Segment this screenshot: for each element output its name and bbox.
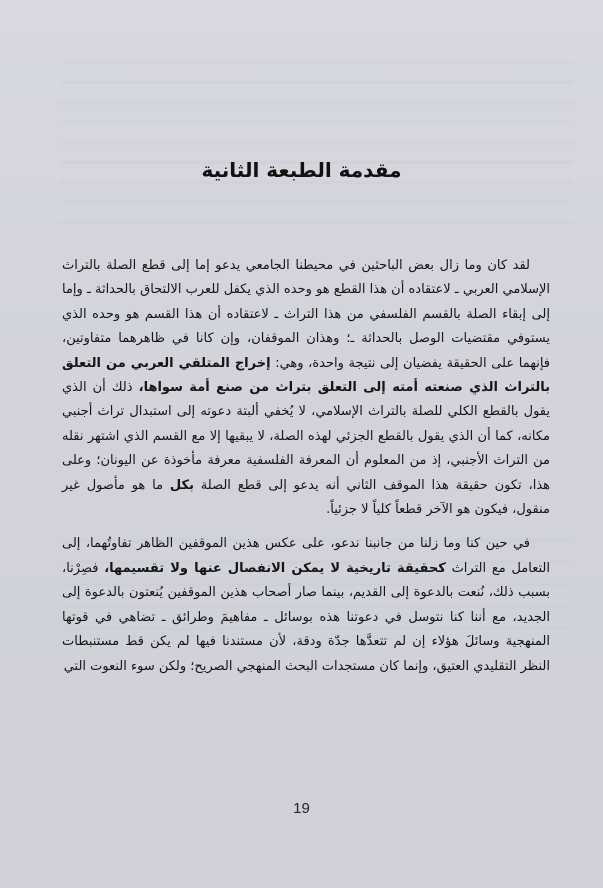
paragraph-2-bold-a: كحقيقة تاريخية لا يمكن الانفصال عنها ولا تقسيمها، — [104, 560, 446, 576]
paragraph-1-text-b: ذلك أن الذي يقول بالقطع الكلي للصلة بالتراث الإسلامي، لا يُخفي ألبتة دعوته إلى استبدال تراث أجنبي مكانه، كما أن الذي يقول بالقطع الجزئي لهذه الصلة، لا يبقيها إلا مع القسم الذي اشتهر نقله من التراث الأجنبي، إذ من المعلوم أن المعرفة الفلسفية معرفة مأخوذة عن اليونان؛ وعلى هذا، تكون حقيقة هذا الموقف الثاني أنه يدعو إلى قطع الصلة — [62, 380, 551, 493]
paragraph-2-text-a: في حين كنا وما زلنا من جانبنا ندعو، على عكس هذين الموقفين الظاهر تفاوتُهما، إلى التعامل مع التراث — [62, 536, 550, 576]
paragraph-1-bold-a: إخراج المتلقي العربي من التعلق بالتراث الذي صنعته أمته إلى التعلق بتراث من صنع أمة سواها، — [62, 355, 550, 396]
body-text — [62, 254, 550, 679]
page-heading: مقدمة الطبعة الثانية — [201, 158, 402, 182]
show-through-text — [60, 62, 573, 242]
paragraph-1-text-c: ما هو مأصول غير منقول، فيكون هو الآخر قطعاً كلياً لا جزئياً. — [62, 477, 550, 518]
paragraph-2-text-b: فصِرْنا، بسبب ذلك، نُنعت بالدعوة إلى القديم، بينما صار أصحاب هذين الموقفين يُنعتون بالدعوة إلى الجديد، مع أننا كنا نتوسل في دعوتنا هذه بوسائل ـ مفاهيمَ وطرائق ـ تضاهي في قوتها المنهجية وسائلَ هؤلاء إن لم تتعدَّها جدّة ودقة، لأن مستندنا فيها لم يكن قط مستنبطات النظر التقليدي العتيق، وإنما كان مستجدات البحث المنهجي الصريح؛ ولكن سوء النعوت التي — [62, 560, 550, 674]
page-number: 19 — [293, 800, 310, 817]
paragraph-1-text-a: لقد كان وما زال بعض الباحثين في محيطنا الجامعي يدعو إما إلى قطع الصلة بالتراث الإسلامي العربي ـ لاعتقاده أن هذا القطع هو وحده الذي يكفل للعرب الالتحاق بالحداثة ـ وإما إلى إبقاء الصلة بالقسم الفلسفي من هذا التراث ـ لاعتقاده أن هذا القسم هو وحده الذي يستوفي مقتضيات الوصل بالحداثة ـ؛ وهذان الموقفان، وإن كانا في ظاهرهما متفاوتين، فإنهما على الحقيقة يفضيان إلى نتيجة واحدة، وهي: — [62, 258, 550, 371]
paragraph-1 — [62, 254, 550, 522]
paragraph-1-bold-b: بكل — [169, 477, 194, 493]
paragraph-2 — [62, 532, 550, 678]
